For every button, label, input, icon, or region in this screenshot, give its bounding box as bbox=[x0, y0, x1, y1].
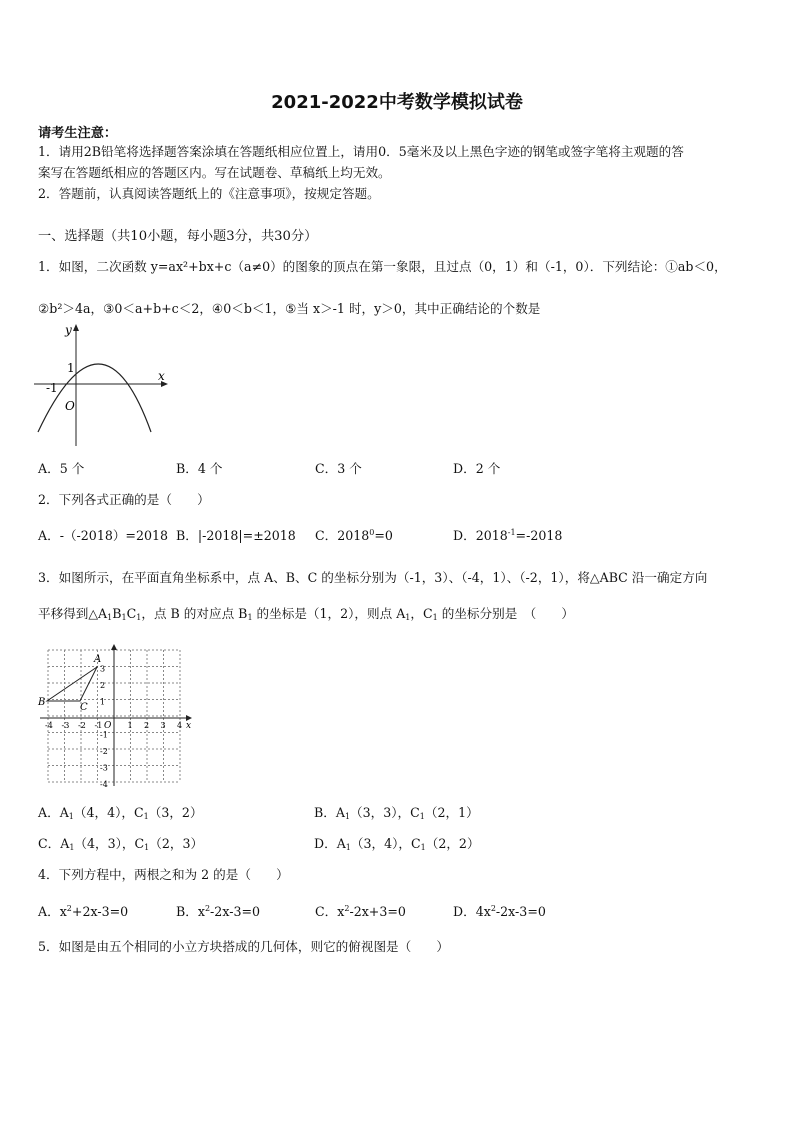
q1-y-label: y bbox=[65, 323, 72, 337]
q3-option-c[interactable] bbox=[38, 833, 203, 852]
q1-option-b[interactable]: B．4 个 bbox=[176, 461, 223, 476]
q3-a-ccoord: （3，2） bbox=[148, 805, 203, 820]
q4-a-post: +2x-3=0 bbox=[71, 904, 129, 919]
q4-a-sup: 2 bbox=[66, 904, 72, 913]
q3-c-acoord: （4，3）， bbox=[74, 836, 135, 851]
notice-line-1a: 1．请用2B铅笔将选择题答案涂填在答题纸相应位置上，请用0．5毫米及以上黑色字迹的钢笔或签字笔将主观题的答 bbox=[38, 144, 684, 159]
q3-c-sub1: 1 bbox=[69, 843, 75, 852]
q1-option-d[interactable]: D．2 个 bbox=[453, 461, 501, 476]
q1-stem-line-2: ②b²＞4a，③0＜a+b+c＜2，④0＜b＜1，⑤当 x＞-1 时，y＞0，其中正确结论的个数是 bbox=[38, 301, 541, 316]
q4-option-b[interactable] bbox=[176, 901, 260, 920]
q3-y-tick: 2 bbox=[100, 681, 106, 690]
q3-a-acoord: （4，4）， bbox=[73, 805, 134, 820]
q3-l2-c: C bbox=[126, 606, 137, 621]
q3-x-tick: -2 bbox=[78, 721, 86, 730]
q3-coordinate-grid bbox=[36, 642, 196, 790]
q1-tick-minus-one: -1 bbox=[46, 381, 58, 395]
q4-option-a[interactable] bbox=[38, 901, 128, 920]
q2-c-pre: C．2018 bbox=[315, 528, 370, 543]
q3-l2-mid2: 的坐标是（1，2），则点 A bbox=[252, 606, 406, 621]
q3-sub-b1b: 1 bbox=[247, 613, 253, 622]
q3-d-ccoord: （2，2） bbox=[425, 836, 480, 851]
q3-b-c: C bbox=[410, 805, 420, 820]
q3-b-sub1: 1 bbox=[344, 812, 351, 821]
q1-tick-one: 1 bbox=[67, 361, 75, 375]
q4-b-pre: B．x bbox=[176, 904, 205, 919]
q3-c-sub2: 1 bbox=[144, 843, 150, 852]
q3-l2-pre: 平移得到△A bbox=[38, 606, 108, 621]
q1-option-a[interactable]: A．5 个 bbox=[38, 461, 85, 476]
q3-sub-b1: 1 bbox=[121, 613, 127, 622]
q3-c-pre: C．A bbox=[38, 836, 70, 851]
q3-y-tick: 1 bbox=[100, 697, 106, 707]
q3-label-b: B bbox=[38, 697, 46, 708]
q3-b-acoord: （3，3）， bbox=[350, 805, 411, 820]
q4-d-sup: 2 bbox=[490, 904, 496, 913]
notice-line-2: 2．答题前，认真阅读答题纸上的《注意事项》，按规定答题。 bbox=[38, 186, 380, 201]
q2-d-pre: D．2018 bbox=[453, 528, 508, 543]
q3-a-sub2: 1 bbox=[143, 812, 149, 821]
q3-c-c: C bbox=[134, 836, 145, 851]
q3-origin: O bbox=[104, 721, 112, 731]
q2-d-post: =-2018 bbox=[515, 528, 563, 543]
q2-option-b[interactable]: B．|-2018|=±2018 bbox=[176, 528, 296, 543]
q3-label-c: C bbox=[80, 702, 88, 713]
q3-option-b[interactable] bbox=[314, 802, 479, 821]
q3-c-ccoord: （2，3） bbox=[149, 836, 204, 851]
q2-c-post: =0 bbox=[374, 528, 393, 543]
q4-c-pre: C．x bbox=[315, 904, 345, 919]
q2-stem: 2．下列各式正确的是（ ） bbox=[38, 492, 210, 507]
q3-y-tick: -4 bbox=[100, 780, 108, 789]
q3-b-ccoord: （2，1） bbox=[424, 805, 479, 820]
q3-stem-line-1: 3．如图所示，在平面直角坐标系中，点 A、B、C 的坐标分别为（-1，3）、（-4，1）、（-2，1），将△ABC 沿一确定方向 bbox=[38, 570, 708, 585]
q2-option-a[interactable]: A．-（-2018）=2018 bbox=[38, 528, 169, 543]
q4-c-post: -2x+3=0 bbox=[349, 904, 406, 919]
q2-option-d[interactable] bbox=[453, 525, 562, 544]
q4-b-post: -2x-3=0 bbox=[210, 904, 261, 919]
q3-y-tick: 3 bbox=[100, 664, 106, 674]
q3-x-tick: 4 bbox=[177, 721, 183, 730]
q3-l2-end: 的坐标分别是 （ ） bbox=[437, 606, 574, 621]
q3-sub-a1: 1 bbox=[107, 613, 113, 622]
q1-parabola-graph bbox=[30, 322, 175, 447]
q4-b-sup: 2 bbox=[204, 904, 211, 913]
q3-d-sub2: 1 bbox=[420, 843, 426, 852]
q3-y-tick: -2 bbox=[100, 747, 108, 756]
q3-x-tick: 1 bbox=[127, 721, 133, 730]
q3-label-a: A bbox=[94, 654, 102, 665]
page-title: 2021-2022中考数学模拟试卷 bbox=[271, 92, 523, 113]
q3-x-tick: 2 bbox=[144, 721, 150, 730]
q3-option-a[interactable] bbox=[38, 802, 203, 821]
q3-a-pre: A．A bbox=[38, 805, 69, 820]
q3-stem-line-2 bbox=[38, 603, 574, 622]
q3-d-sub1: 1 bbox=[345, 843, 351, 852]
q3-option-d[interactable] bbox=[314, 833, 480, 852]
q1-stem-line-1: 1．如图，二次函数 y=ax²+bx+c（a≠0）的图象的顶点在第一象限，且过点（0，1）和（-1，0）．下列结论：①ab＜0， bbox=[38, 259, 727, 274]
q3-a-c: C bbox=[134, 805, 144, 820]
q3-y-tick: -3 bbox=[100, 763, 108, 773]
q3-d-c: C bbox=[411, 836, 421, 851]
q3-l2-b: B bbox=[112, 606, 122, 621]
q4-a-pre: A．x bbox=[38, 904, 67, 919]
q3-l2-mid: ，点 B 的对应点 B bbox=[141, 606, 248, 621]
q1-x-label: x bbox=[158, 369, 165, 383]
q1-y-arrow bbox=[73, 324, 79, 331]
q1-parabola-curve bbox=[38, 364, 151, 432]
q3-a-sub1: 1 bbox=[68, 812, 74, 821]
q3-y-tick: -1 bbox=[100, 730, 108, 740]
q3-y-arrow bbox=[111, 644, 117, 650]
q2-d-sup: -1 bbox=[507, 528, 516, 537]
section-heading: 一、选择题（共10小题，每小题3分，共30分） bbox=[38, 229, 318, 244]
q3-b-pre: B．A bbox=[314, 805, 345, 820]
q3-b-sub2: 1 bbox=[419, 812, 425, 821]
q5-stem: 5．如图是由五个相同的小立方块搭成的几何体，则它的俯视图是（ ） bbox=[38, 939, 450, 954]
q3-x-tick: -1 bbox=[94, 721, 103, 730]
q3-l2-mid3: ，C bbox=[410, 606, 433, 621]
q4-option-c[interactable] bbox=[315, 901, 406, 920]
q3-sub-a1b: 1 bbox=[405, 613, 411, 622]
q3-sub-c1b: 1 bbox=[432, 613, 438, 622]
q3-x-tick: -3 bbox=[61, 721, 70, 730]
q3-sub-c1: 1 bbox=[136, 613, 142, 622]
q4-d-post: -2x-3=0 bbox=[495, 904, 546, 919]
q1-option-c[interactable]: C．3 个 bbox=[315, 461, 362, 476]
notice-heading: 请考生注意： bbox=[38, 126, 118, 141]
q4-stem: 4．下列方程中，两根之和为 2 的是（ ） bbox=[38, 867, 289, 882]
q3-x-tick: -4 bbox=[45, 721, 53, 730]
q3-triangle-abc bbox=[47, 667, 97, 701]
q1-origin-label: O bbox=[65, 399, 75, 413]
q3-x-label: x bbox=[186, 721, 192, 731]
q2-option-c[interactable] bbox=[315, 525, 393, 544]
q3-d-pre: D．A bbox=[314, 836, 346, 851]
q4-d-pre: D．4x bbox=[453, 904, 491, 919]
q4-option-d[interactable] bbox=[453, 901, 546, 920]
notice-line-1b: 案写在答题纸相应的答题区内。写在试题卷、草稿纸上均无效。 bbox=[38, 165, 391, 180]
q4-c-sup: 2 bbox=[344, 904, 350, 913]
q3-x-tick: 3 bbox=[160, 721, 166, 730]
q3-d-acoord: （3，4）， bbox=[350, 836, 411, 851]
q2-c-sup: 0 bbox=[369, 528, 375, 537]
